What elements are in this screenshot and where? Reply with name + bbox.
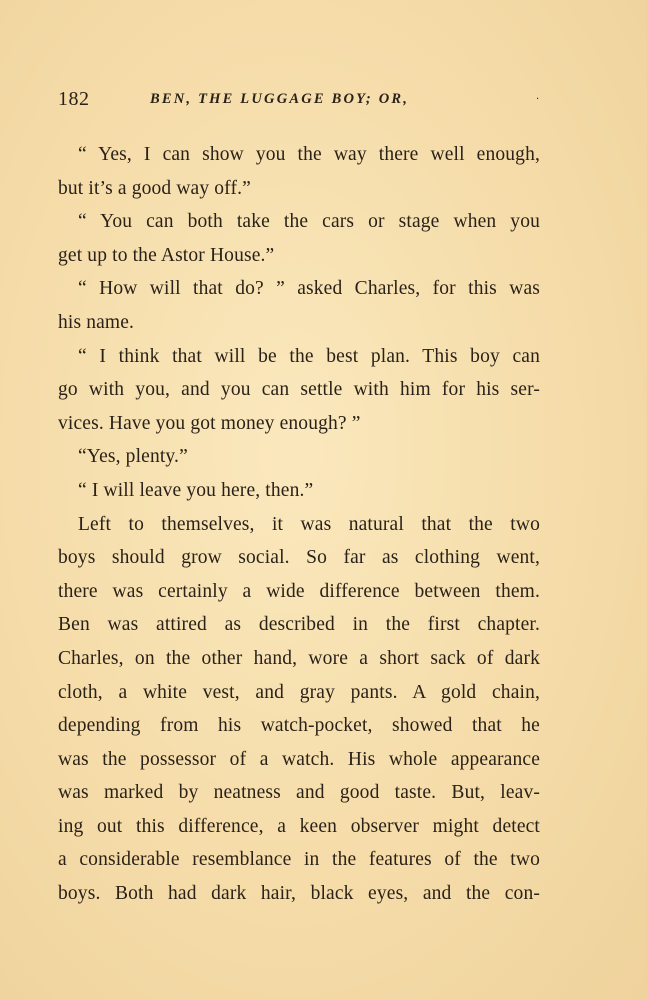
text-line: boys should grow social. So far as clothing went,: [58, 547, 540, 569]
page-number: 182: [58, 88, 90, 110]
text-line: there was certainly a wide difference between them.: [58, 580, 540, 602]
running-head: BEN, THE LUGGAGE BOY; OR,: [150, 91, 410, 107]
text-line: Left to themselves, it was natural that the two: [78, 513, 540, 535]
text-line: was the possessor of a watch. His whole appearance: [58, 748, 540, 770]
text-line: his name.: [58, 311, 135, 333]
text-line: “ You can both take the cars or stage when you: [78, 211, 540, 233]
text-line: “Yes, plenty.”: [78, 446, 188, 468]
text-line: ing out this difference, a keen observer might detect: [58, 815, 540, 837]
text-line: go with you, and you can settle with him for his ser-: [58, 379, 540, 401]
text-line: Ben was attired as described in the first chapter.: [58, 614, 540, 636]
text-line: “ I will leave you here, then.”: [78, 479, 314, 501]
text-line: “ I think that will be the best plan. This boy can: [78, 345, 540, 367]
text-line: vices. Have you got money enough? ”: [58, 412, 361, 434]
body-text: [58, 138, 540, 911]
text-line: get up to the Astor House.”: [58, 244, 275, 266]
header-mark: ·: [536, 94, 540, 105]
text-line: cloth, a white vest, and gray pants. A gold chain,: [58, 681, 540, 703]
text-line: depending from his watch-pocket, showed that he: [58, 715, 540, 737]
text-line: was marked by neatness and good taste. But, leav-: [58, 782, 540, 804]
text-line: a considerable resemblance in the features of the two: [58, 849, 540, 871]
text-line: Charles, on the other hand, wore a short sack of dark: [58, 647, 540, 669]
text-line: but it’s a good way off.”: [58, 177, 251, 199]
text-line: “ How will that do? ” asked Charles, for this was: [78, 278, 540, 300]
text-line: “ Yes, I can show you the way there well enough,: [78, 144, 540, 165]
text-line: boys. Both had dark hair, black eyes, and the con-: [58, 883, 540, 905]
page-header: [58, 88, 558, 118]
